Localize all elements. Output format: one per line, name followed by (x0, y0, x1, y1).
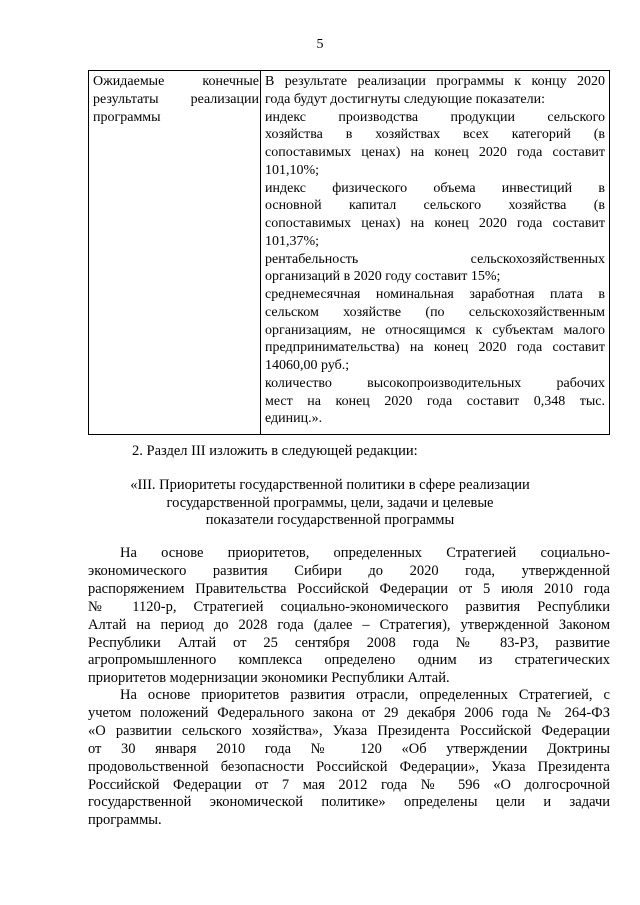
paragraph-line: учетом положений Федерального закона от 29 декабря 2006 года № 264-ФЗ (88, 704, 610, 721)
indicator-line: рентабельность сельскохозяйственных (265, 251, 605, 267)
heading-line: «III. Приоритеты государственной политики в сфере реализации (130, 477, 530, 493)
paragraph-line: № 1120-р, Стратегией социально-экономического развития Республики (88, 598, 610, 615)
paragraph-line: приоритетов модернизации экономики Республики Алтай. (88, 670, 450, 687)
paragraph-2 (88, 687, 610, 830)
indicator-line: 14060,00 руб.; (265, 358, 350, 373)
amendment-item-2: 2. Раздел III изложить в следующей редакции: (132, 443, 418, 459)
indicator-line: количество высокопроизводительных рабочих (265, 375, 605, 391)
paragraph-line: Алтай на период до 2028 года (далее – Стратегия), утвержденной Законом (88, 616, 610, 633)
indicator-item (265, 109, 605, 180)
indicator-line: сопоставимых ценах) на конец 2020 года составит (265, 145, 605, 160)
paragraph-line: программы. (88, 812, 162, 829)
indicator-line: среднемесячная номинальная заработная плата в (265, 287, 605, 302)
row-label-line: результаты реализации (93, 91, 259, 107)
row-value-cell (261, 71, 610, 435)
indicator-line: мест на конец 2020 года составит 0,348 тыс. (265, 393, 605, 409)
paragraph-line: распоряжением Правительства Российской Федерации от 5 июля 2010 года (88, 580, 610, 597)
indicator-line: сопоставимых ценах) на конец 2020 года составит (265, 216, 605, 231)
heading-line: показатели государственной программы (205, 512, 455, 528)
section-heading (120, 477, 540, 530)
paragraph-line: «О развитии сельского хозяйства», Указа Президента Российской Федерации (88, 722, 610, 739)
indicator-line: 101,10%; (265, 162, 320, 178)
program-passport-table (88, 70, 610, 435)
indicator-line: хозяйства в хозяйствах всех категорий (в (265, 127, 605, 143)
indicator-line: сельском хозяйстве (по сельскохозяйственным (265, 304, 605, 320)
indicator-line: единиц.». (265, 411, 323, 427)
table-row (89, 71, 610, 435)
row-label-cell (89, 71, 261, 435)
indicator-line: организаций в 2020 году составит 15%; (265, 269, 501, 285)
paragraph-line: от 30 января 2010 года № 120 «Об утверждении Доктрины (88, 740, 610, 757)
paragraph-line: агропромышленного комплекса определено одним из стратегических (88, 652, 610, 669)
paragraph-line: На основе приоритетов развития отрасли, определенных Стратегией, с (120, 687, 610, 703)
intro-line: В результате реализации программы к концу 2020 (265, 74, 605, 89)
indicator-item (265, 286, 605, 375)
indicator-line: индекс производства продукции сельского (265, 109, 605, 125)
intro-line: года будут достигнуты следующие показатели: (265, 91, 546, 107)
indicator-line: основной капитал сельского хозяйства (в (265, 198, 605, 214)
page-number: 5 (316, 37, 324, 52)
row-label-line: Ожидаемые конечные (93, 74, 259, 89)
paragraph-line: экономического развития Сибири до 2020 года, утвержденной (88, 562, 610, 579)
indicator-line: индекс физического объема инвестиций в (265, 180, 605, 196)
indicator-line: предпринимательства) на конец 2020 года составит (265, 340, 605, 356)
indicator-item (265, 180, 605, 251)
paragraph-1 (88, 545, 610, 688)
indicator-item (265, 375, 605, 428)
paragraph-line: государственной экономической политике» определены цели и задачи (88, 794, 610, 811)
row-label-line: программы (93, 109, 161, 125)
paragraph-line: На основе приоритетов, определенных Стратегией социально- (120, 545, 610, 561)
heading-line: государственной программы, цели, задачи и целевые (166, 494, 494, 511)
paragraph-line: Российской Федерации от 7 мая 2012 года № 596 «О долгосрочной (88, 776, 610, 793)
indicator-item (265, 251, 605, 287)
paragraph-line: продовольственной безопасности Российской Федерации», Указа Президента (88, 758, 610, 775)
indicator-line: 101,37%; (265, 233, 320, 249)
paragraph-line: Республики Алтай от 25 сентября 2008 года № 83-РЗ, развитие (88, 634, 610, 651)
indicator-line: организациям, не относящимся к субъектам малого (265, 322, 605, 338)
